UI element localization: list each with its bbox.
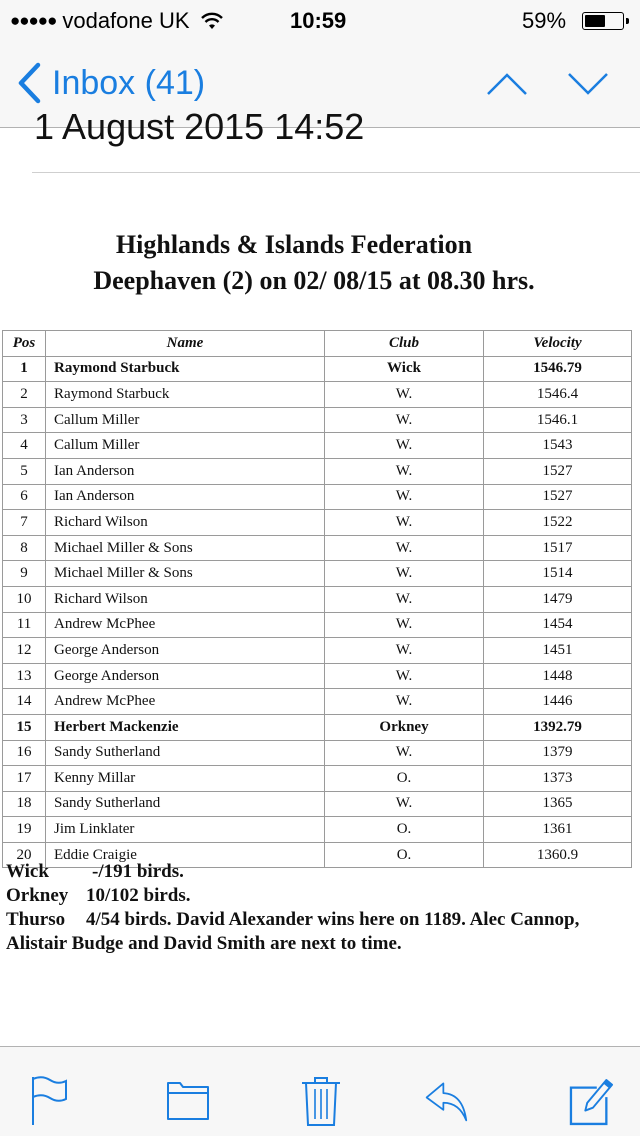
position-cell: 6 [3, 484, 46, 510]
summary-thurso [6, 908, 626, 956]
name-cell: Andrew McPhee [46, 689, 325, 715]
name-cell: Callum Miller [46, 407, 325, 433]
velocity-cell: 1546.79 [484, 356, 632, 382]
document-title: Highlands & Islands Federation [115, 230, 473, 259]
velocity-cell: 1373 [484, 766, 632, 792]
name-cell: George Anderson [46, 638, 325, 664]
table-row [3, 663, 632, 689]
velocity-cell: 1527 [484, 484, 632, 510]
summary-count: 10/102 birds. [86, 885, 191, 906]
name-cell: Michael Miller & Sons [46, 535, 325, 561]
trash-button[interactable] [300, 1075, 344, 1127]
summary-wick [6, 860, 626, 884]
position-cell: 5 [3, 458, 46, 484]
club-cell: Orkney [325, 714, 484, 740]
next-message-button[interactable] [566, 66, 610, 102]
table-row [3, 740, 632, 766]
velocity-cell: 1454 [484, 612, 632, 638]
club-cell: W. [325, 791, 484, 817]
velocity-cell: 1365 [484, 791, 632, 817]
club-cell: W. [325, 433, 484, 459]
signal-strength-icon: ●●●●● [10, 11, 57, 30]
velocity-cell: 1392.79 [484, 714, 632, 740]
name-cell: Callum Miller [46, 433, 325, 459]
position-cell: 10 [3, 586, 46, 612]
name-cell: Ian Anderson [46, 484, 325, 510]
name-cell: George Anderson [46, 663, 325, 689]
header-pos: Pos [3, 331, 46, 357]
position-cell: 2 [3, 382, 46, 408]
carrier-name: vodafone UK [62, 8, 190, 33]
club-cell: W. [325, 510, 484, 536]
velocity-cell: 1479 [484, 586, 632, 612]
velocity-cell: 1527 [484, 458, 632, 484]
name-cell: Andrew McPhee [46, 612, 325, 638]
back-to-inbox-button[interactable] [16, 62, 205, 104]
header-name: Name [46, 331, 325, 357]
summary-count: -/191 birds. [92, 861, 184, 882]
club-cell: O. [325, 817, 484, 843]
status-bar [0, 0, 640, 42]
velocity-cell: 1448 [484, 663, 632, 689]
club-cell: W. [325, 586, 484, 612]
position-cell: 17 [3, 766, 46, 792]
velocity-cell: 1522 [484, 510, 632, 536]
reply-icon [424, 1075, 468, 1127]
email-date: 1 August 2015 14:52 [34, 106, 365, 147]
position-cell: 15 [3, 714, 46, 740]
battery-level [585, 15, 605, 27]
position-cell: 14 [3, 689, 46, 715]
name-cell: Herbert Mackenzie [46, 714, 325, 740]
position-cell: 19 [3, 817, 46, 843]
battery-nub [626, 18, 629, 24]
battery-icon [582, 12, 624, 30]
position-cell: 3 [3, 407, 46, 433]
position-cell: 4 [3, 433, 46, 459]
compose-icon [570, 1075, 614, 1127]
chevron-down-icon [566, 66, 610, 102]
table-row [3, 791, 632, 817]
summary-club: Thurso [6, 909, 66, 930]
position-cell: 12 [3, 638, 46, 664]
table-row [3, 535, 632, 561]
table-row [3, 510, 632, 536]
table-row [3, 382, 632, 408]
name-cell: Ian Anderson [46, 458, 325, 484]
velocity-cell: 1543 [484, 433, 632, 459]
club-cell: O. [325, 766, 484, 792]
name-cell: Richard Wilson [46, 510, 325, 536]
table-row [3, 433, 632, 459]
name-cell: Sandy Sutherland [46, 740, 325, 766]
club-summary [6, 860, 626, 956]
club-cell: W. [325, 561, 484, 587]
results-table [2, 330, 632, 868]
bottom-toolbar [0, 1046, 640, 1136]
table-row [3, 766, 632, 792]
header-velocity: Velocity [484, 331, 632, 357]
name-cell: Raymond Starbuck [46, 382, 325, 408]
club-cell: W. [325, 407, 484, 433]
header-club: Club [325, 331, 484, 357]
table-row [3, 612, 632, 638]
position-cell: 7 [3, 510, 46, 536]
chevron-up-icon [485, 66, 529, 102]
club-cell: W. [325, 382, 484, 408]
previous-message-button[interactable] [485, 66, 529, 102]
table-row [3, 561, 632, 587]
table-row [3, 638, 632, 664]
velocity-cell: 1360.9 [484, 842, 632, 868]
table-row [3, 689, 632, 715]
email-body[interactable] [0, 106, 640, 1046]
name-cell: Eddie Craigie [46, 842, 325, 868]
table-row [3, 458, 632, 484]
battery-percentage: 59% [522, 8, 567, 33]
table-row [3, 586, 632, 612]
club-cell: W. [325, 612, 484, 638]
club-cell: O. [325, 842, 484, 868]
summary-count: 4/54 birds. David Alexander wins here on 1189. Alec Cannop, Alistair Budge and David Smith are next to time. [6, 909, 580, 954]
move-to-folder-button[interactable] [166, 1075, 210, 1127]
club-cell: W. [325, 740, 484, 766]
table-header-row [3, 331, 632, 357]
name-cell: Richard Wilson [46, 586, 325, 612]
velocity-cell: 1451 [484, 638, 632, 664]
position-cell: 9 [3, 561, 46, 587]
position-cell: 8 [3, 535, 46, 561]
document-subtitle: Deephaven (2) on 02/ 08/15 at 08.30 hrs. [93, 266, 535, 295]
summary-club: Wick [6, 861, 49, 882]
club-cell: W. [325, 484, 484, 510]
chevron-left-icon [16, 62, 42, 104]
back-label: Inbox (41) [52, 63, 206, 102]
summary-club: Orkney [6, 885, 69, 906]
trash-icon [300, 1075, 344, 1127]
reply-button[interactable] [424, 1075, 468, 1127]
velocity-cell: 1379 [484, 740, 632, 766]
club-cell: W. [325, 663, 484, 689]
position-cell: 18 [3, 791, 46, 817]
name-cell: Kenny Millar [46, 766, 325, 792]
position-cell: 13 [3, 663, 46, 689]
flag-button[interactable] [28, 1075, 72, 1127]
club-cell: Wick [325, 356, 484, 382]
position-cell: 20 [3, 842, 46, 868]
clock: 10:59 [290, 8, 347, 33]
position-cell: 16 [3, 740, 46, 766]
table-row [3, 407, 632, 433]
flag-icon [28, 1075, 72, 1127]
position-cell: 11 [3, 612, 46, 638]
summary-orkney [6, 884, 626, 908]
velocity-cell: 1514 [484, 561, 632, 587]
club-cell: W. [325, 689, 484, 715]
name-cell: Michael Miller & Sons [46, 561, 325, 587]
position-cell: 1 [3, 356, 46, 382]
name-cell: Jim Linklater [46, 817, 325, 843]
header-divider [32, 172, 640, 173]
compose-button[interactable] [570, 1075, 614, 1127]
wifi-icon [200, 11, 224, 31]
velocity-cell: 1446 [484, 689, 632, 715]
table-row [3, 356, 632, 382]
club-cell: W. [325, 458, 484, 484]
velocity-cell: 1546.4 [484, 382, 632, 408]
name-cell: Raymond Starbuck [46, 356, 325, 382]
velocity-cell: 1361 [484, 817, 632, 843]
name-cell: Sandy Sutherland [46, 791, 325, 817]
folder-icon [166, 1075, 210, 1127]
table-row [3, 714, 632, 740]
club-cell: W. [325, 638, 484, 664]
table-row [3, 817, 632, 843]
velocity-cell: 1546.1 [484, 407, 632, 433]
table-row [3, 484, 632, 510]
velocity-cell: 1517 [484, 535, 632, 561]
club-cell: W. [325, 535, 484, 561]
